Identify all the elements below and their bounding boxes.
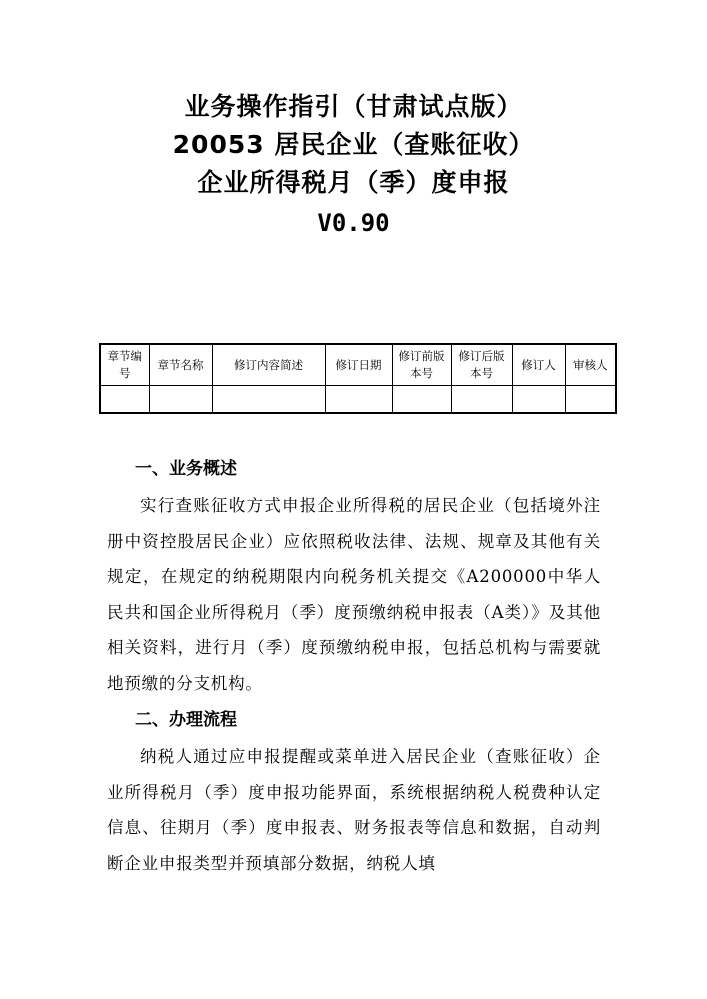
table-cell <box>149 386 212 414</box>
section-paragraph-process: 纳税人通过应申报提醒或菜单进入居民企业（查账征收）企业所得税月（季）度申报功能界面，系统根据纳税人税费种认定信息、往期月（季）度申报表、财务报表等信息和数据，自动判断企业申报类型并预填部分数据，纳税人填 <box>107 747 601 873</box>
revision-table <box>99 343 617 414</box>
section-heading-process: 二、办理流程 <box>135 710 237 730</box>
table-cell <box>512 386 565 414</box>
header-new-version: 修订后版本号 <box>451 344 512 386</box>
document-body <box>107 450 601 881</box>
section-paragraph-overview: 实行查账征收方式申报企业所得税的居民企业（包括境外注册中资控股居民企业）应依照税收法律、法规、规章及其他有关规定，在规定的纳税期限内向税务机关提交《A200000中华人民共和国企业所得税月（季）度预缴纳税申报表（A类）》及其他相关资料，进行月（季）度预缴纳税申报，包括总机构与需要就地预缴的分支机构。 <box>107 496 601 693</box>
document-title <box>0 88 707 242</box>
revision-table-row <box>100 386 616 414</box>
table-cell <box>100 386 149 414</box>
table-cell <box>451 386 512 414</box>
table-cell <box>565 386 616 414</box>
version-label: V0.90 <box>317 209 390 237</box>
table-cell <box>392 386 451 414</box>
revision-table-header-row <box>100 344 616 386</box>
title-line-1: 业务操作指引（甘肃试点版） <box>184 92 523 121</box>
table-cell <box>212 386 325 414</box>
header-revision-summary: 修订内容简述 <box>212 344 325 386</box>
header-reviser: 修订人 <box>512 344 565 386</box>
header-revision-date: 修订日期 <box>325 344 392 386</box>
header-chapter-name: 章节名称 <box>149 344 212 386</box>
header-reviewer: 审核人 <box>565 344 616 386</box>
header-chapter-number: 章节编号 <box>100 344 149 386</box>
title-line-3: 企业所得税月（季）度申报 <box>197 168 510 197</box>
section-heading-overview: 一、业务概述 <box>135 459 237 479</box>
table-cell <box>325 386 392 414</box>
title-line-2: 20053 居民企业（查账征收） <box>172 130 535 159</box>
header-prev-version: 修订前版本号 <box>392 344 451 386</box>
